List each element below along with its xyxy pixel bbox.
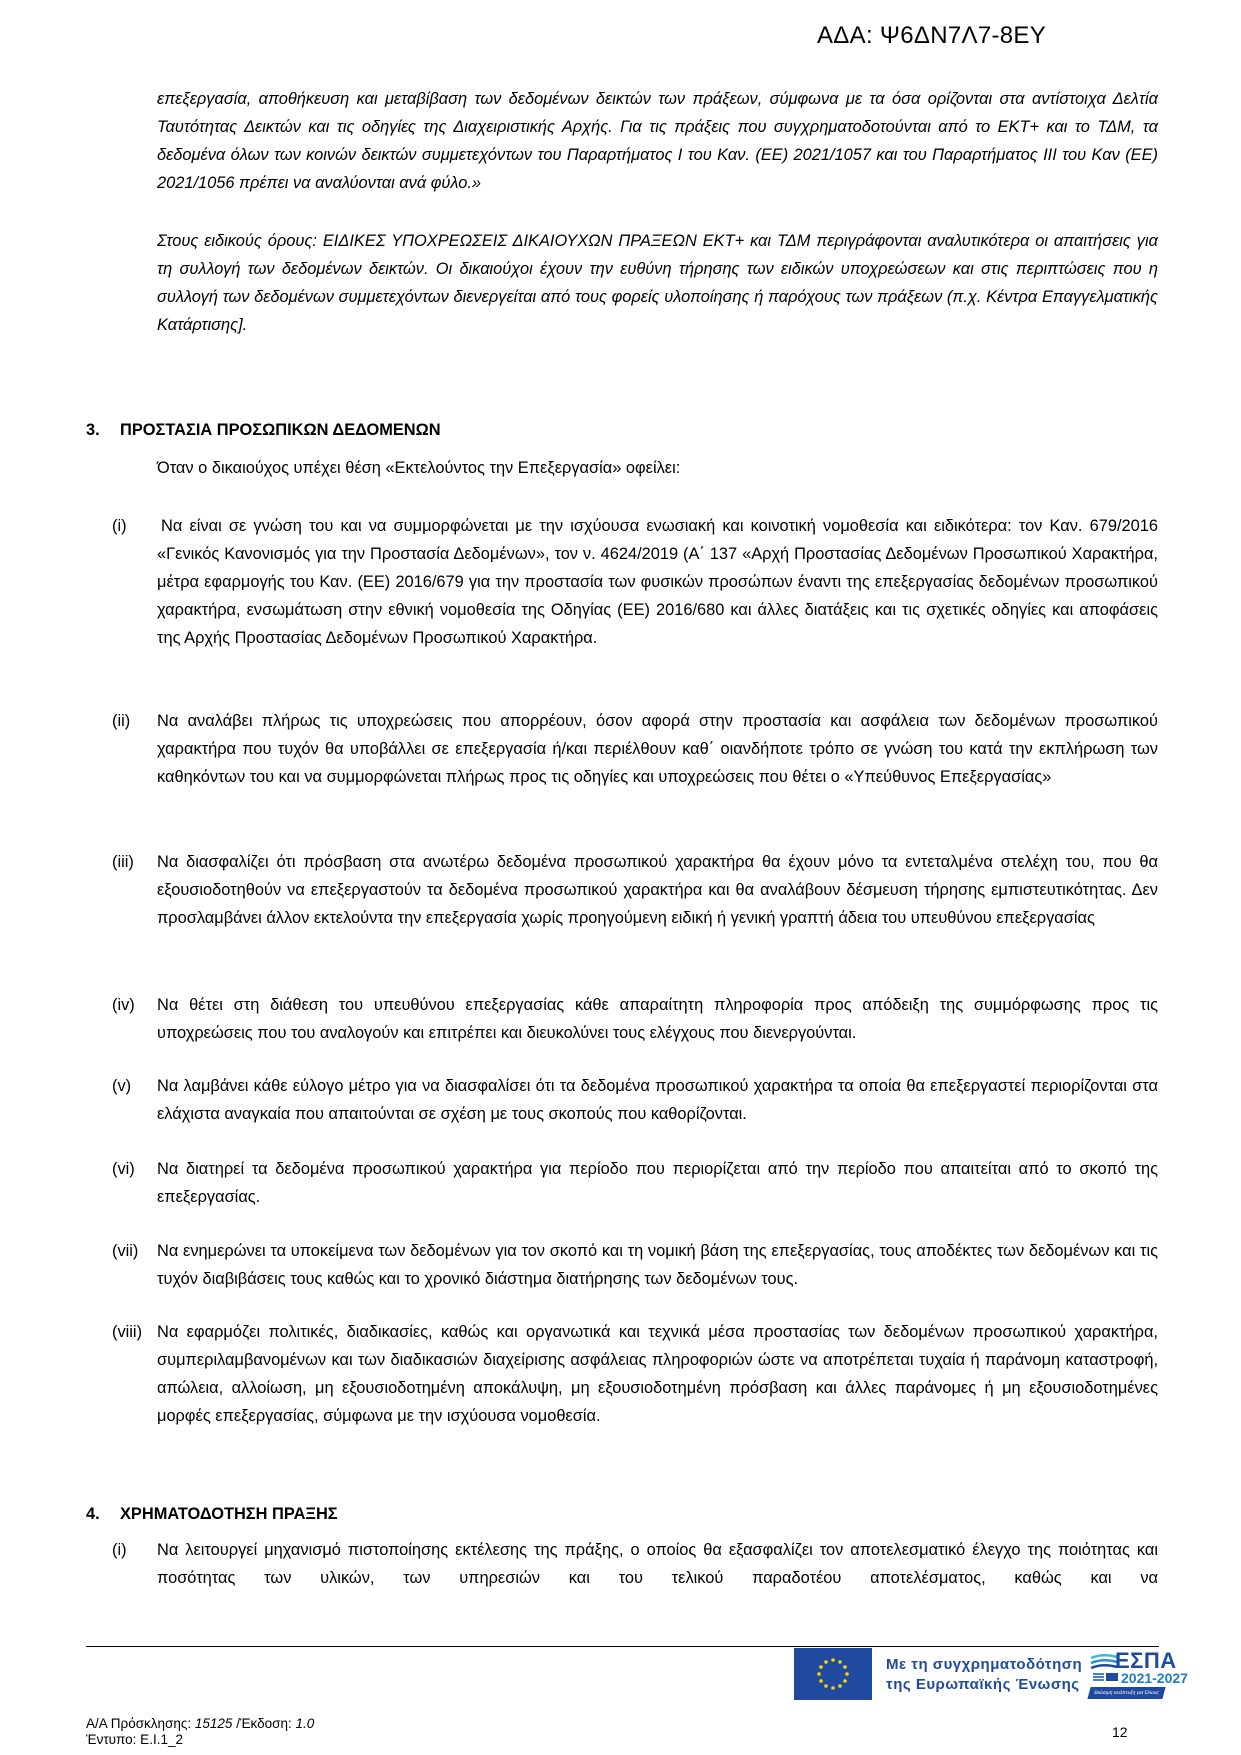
continuation-paragraph-1: επεξεργασία, αποθήκευση και μεταβίβαση των δεδομένων δεικτών των πράξεων, σύμφωνα με τα όσα ορίζονται στα αντίστοιχα Δελτία Ταυτότητας Δεικτών και τις οδηγίες της Διαχειριστικής Αρχής. Για τις πράξεις που συγχρηματοδοτούνται από το ΕΚΤ+ και το ΤΔΜ, τα δεδομένα όλων των κοινών δεικτών συμμετεχόντων του Παραρτήματος Ι του Καν. (ΕΕ) 2021/1057 και του Παραρτήματος ΙΙΙ του Καν (ΕΕ) 2021/1056 πρέπει να αναλύονται ανά φύλο.» — [157, 90, 1158, 192]
section-3-number: 3. — [86, 421, 100, 439]
footer-call-info — [86, 1716, 314, 1748]
list-item-text: Να διατηρεί τα δεδομένα προσωπικού χαρακτήρα για περίοδο που περιορίζεται από την περίοδο που απαιτείται από το σκοπό της επεξεργασίας. — [157, 1160, 1158, 1206]
eu-cofunding-text — [886, 1655, 1082, 1695]
list-item-text: Να λειτουργεί μηχανισμό πιστοποίησης εκτέλεσης της πράξης, ο οποίος θα εξασφαλίζει τον αποτελεσματικό έλεγχο της ποιότητας και ποσότητας των υλικών, των υπηρεσιών και του τελικού παραδοτέου αποτελέσματος, καθώς και να — [157, 1541, 1158, 1587]
list-item-number: (v) — [112, 1077, 132, 1095]
list-item-text: Να διασφαλίζει ότι πρόσβαση στα ανωτέρω δεδομένα προσωπικού χαρακτήρα θα έχουν μόνο τα εντεταλμένα στελέχη του, που θα εξουσιοδοτηθούν να επεξεργαστούν τα δεδομένα προσωπικού χαρακτήρα και θα αναλάβουν δέσμευση τήρησης εμπιστευτικότητας. Δεν προσλαμβάνει άλλον εκτελούντα την επεξεργασία χωρίς προηγούμενη ειδική ή γενική γραπτή άδεια του υπευθύνου επεξεργασίας — [157, 853, 1158, 927]
version-number: 1.0 — [295, 1716, 315, 1731]
footer-divider — [86, 1646, 1159, 1647]
continuation-paragraph-2: Στους ειδικούς όρους: ΕΙΔΙΚΕΣ ΥΠΟΧΡΕΩΣΕΙΣ ΔΙΚΑΙΟΥΧΩΝ ΠΡΑΞΕΩΝ ΕΚΤ+ και ΤΔΜ περιγράφονται αναλυτικότερα οι απαιτήσεις για τη συλλογή των δεδομένων δεικτών. Οι δικαιούχοι έχουν την ευθύνη τήρησης των ειδικών υποχρεώσεων και στις περιπτώσεις που η συλλογή των δεδομένων συμμετεχόντων διενεργείται από τους φορείς υλοποίησης ή παρόχους των πράξεων (π.χ. Κέντρα Επαγγελματικής Κατάρτισης]. — [157, 232, 1158, 334]
list-item-text: Να είναι σε γνώση του και να συμμορφώνεται με την ισχύουσα ενωσιακή και κοινοτική νομοθεσία και ειδικότερα: τον Καν. 679/2016 «Γενικός Κανονισμός για την Προστασία Δεδομένων», τον ν. 4624/2019 (Α΄ 137 «Αρχή Προστασίας Δεδομένων Προσωπικού Χαρακτήρα, μέτρα εφαρμογής του Καν. (ΕΕ) 2016/679 για την προστασία των φυσικών προσώπων έναντι της επεξεργασίας δεδομένων προσωπικού χαρακτήρα, ενσωμάτωση στην εθνική νομοθεσία της Οδηγίας (ΕΕ) 2016/680 και άλλες διατάξεις και τις σχετικές οδηγίες και αποφάσεις της Αρχής Προστασίας Δεδομένων Προσωπικού Χαρακτήρα. — [157, 517, 1158, 647]
greek-eu-flags-icon — [1093, 1672, 1119, 1682]
eu-flag-logo — [794, 1648, 872, 1700]
espa-years: 2021-2027 — [1121, 1670, 1188, 1686]
list-item-number: (i) — [112, 1541, 127, 1559]
list-item-text: Να εφαρμόζει πολιτικές, διαδικασίες, καθώς και οργανωτικά και τεχνικά μέσα προστασίας των δεδομένων προσωπικού χαρακτήρα, συμπεριλαμβανομένων και των διαδικασιών διαχείρισης ασφάλειας πληροφοριών ώστε να αποτρέπεται τυχαία ή παράνομη καταστροφή, απώλεια, αλλοίωση, μη εξουσιοδοτημένη αποκάλυψη, μη εξουσιοδοτημένη πρόσβαση και άλλες παράνομες ή μη εξουσιοδοτημένες μορφές επεξεργασίας, σύμφωνα με την ισχύουσα νομοθεσία. — [157, 1323, 1158, 1425]
section-3-intro: Όταν ο δικαιούχος υπέχει θέση «Εκτελούντος την Επεξεργασία» οφείλει: — [157, 459, 681, 477]
eu-stars-icon — [794, 1648, 872, 1700]
list-item-text: Να αναλάβει πλήρως τις υποχρεώσεις που απορρέουν, όσον αφορά στην προστασία και ασφάλεια των δεδομένων προσωπικού χαρακτήρα που τυχόν θα υποβάλλει σε επεξεργασία ή/και περιέλθουν καθ΄ οιανδήποτε τρόπο σε γνώση του κατά την εκπλήρωση των καθηκόντων του και να συμμορφώνεται πλήρως προς τις οδηγίες και υποχρεώσεις που θέτει ο «Υπεύθυνος Επεξεργασίας» — [157, 712, 1158, 786]
list-item-text: Να λαμβάνει κάθε εύλογο μέτρο για να διασφαλίσει ότι τα δεδομένα προσωπικού χαρακτήρα τα οποία θα επεξεργαστεί περιορίζονται στα ελάχιστα αναγκαία που απαιτούνται σε σχέση με τους σκοπούς που καθορίζονται. — [157, 1077, 1158, 1123]
list-item-number: (ii) — [112, 712, 131, 730]
list-item-number: (iv) — [112, 996, 135, 1014]
espa-title: ΕΣΠΑ — [1115, 1648, 1177, 1673]
list-item-number: (vii) — [112, 1242, 139, 1260]
footer-form-code: Έντυπο: Ε.Ι.1_2 — [86, 1732, 183, 1747]
call-number: 15125 — [194, 1716, 233, 1731]
footer-call-line: Α/Α Πρόσκλησης: 15125 /Έκδοση: 1.0 — [86, 1716, 315, 1731]
list-item-number: (iii) — [112, 853, 134, 871]
espa-tagline: Βιώσιμη ανάπτυξη για Όλους — [1087, 1687, 1165, 1699]
section-4-title: ΧΡΗΜΑΤΟΔΟΤΗΣΗ ΠΡΑΞΗΣ — [120, 1505, 338, 1523]
list-item-text: Να ενημερώνει τα υποκείμενα των δεδομένων για τον σκοπό και τη νομική βάση της επεξεργασίας, τους αποδέκτες των δεδομένων και τις τυχόν διαβιβάσεις τους καθώς και το χρονικό διάστημα διατήρησης των δεδομένων τους. — [157, 1242, 1158, 1288]
espa-logo — [1087, 1650, 1192, 1700]
list-item-number: (vi) — [112, 1160, 135, 1178]
ada-code: ΑΔΑ: Ψ6ΔΝ7Λ7-8ΕΥ — [817, 22, 1047, 49]
list-item-number: (viii) — [112, 1323, 143, 1341]
eu-text-line-2: της Ευρωπαϊκής Ένωσης — [886, 1676, 1080, 1693]
eu-text-line-1: Με τη συγχρηματοδότηση — [886, 1656, 1083, 1673]
page-number: 12 — [1112, 1724, 1128, 1740]
list-item-number: (i) — [112, 517, 127, 535]
list-item-text: Να θέτει στη διάθεση του υπευθύνου επεξεργασίας κάθε απαραίτητη πληροφορία προς απόδειξη της συμμόρφωσης προς τις υποχρεώσεις που του αναλογούν και επιτρέπει και διευκολύνει τους ελέγχους που διενεργούνται. — [157, 996, 1158, 1042]
section-4-number: 4. — [86, 1505, 100, 1523]
section-3-title: ΠΡΟΣΤΑΣΙΑ ΠΡΟΣΩΠΙΚΩΝ ΔΕΔΟΜΕΝΩΝ — [120, 421, 441, 439]
